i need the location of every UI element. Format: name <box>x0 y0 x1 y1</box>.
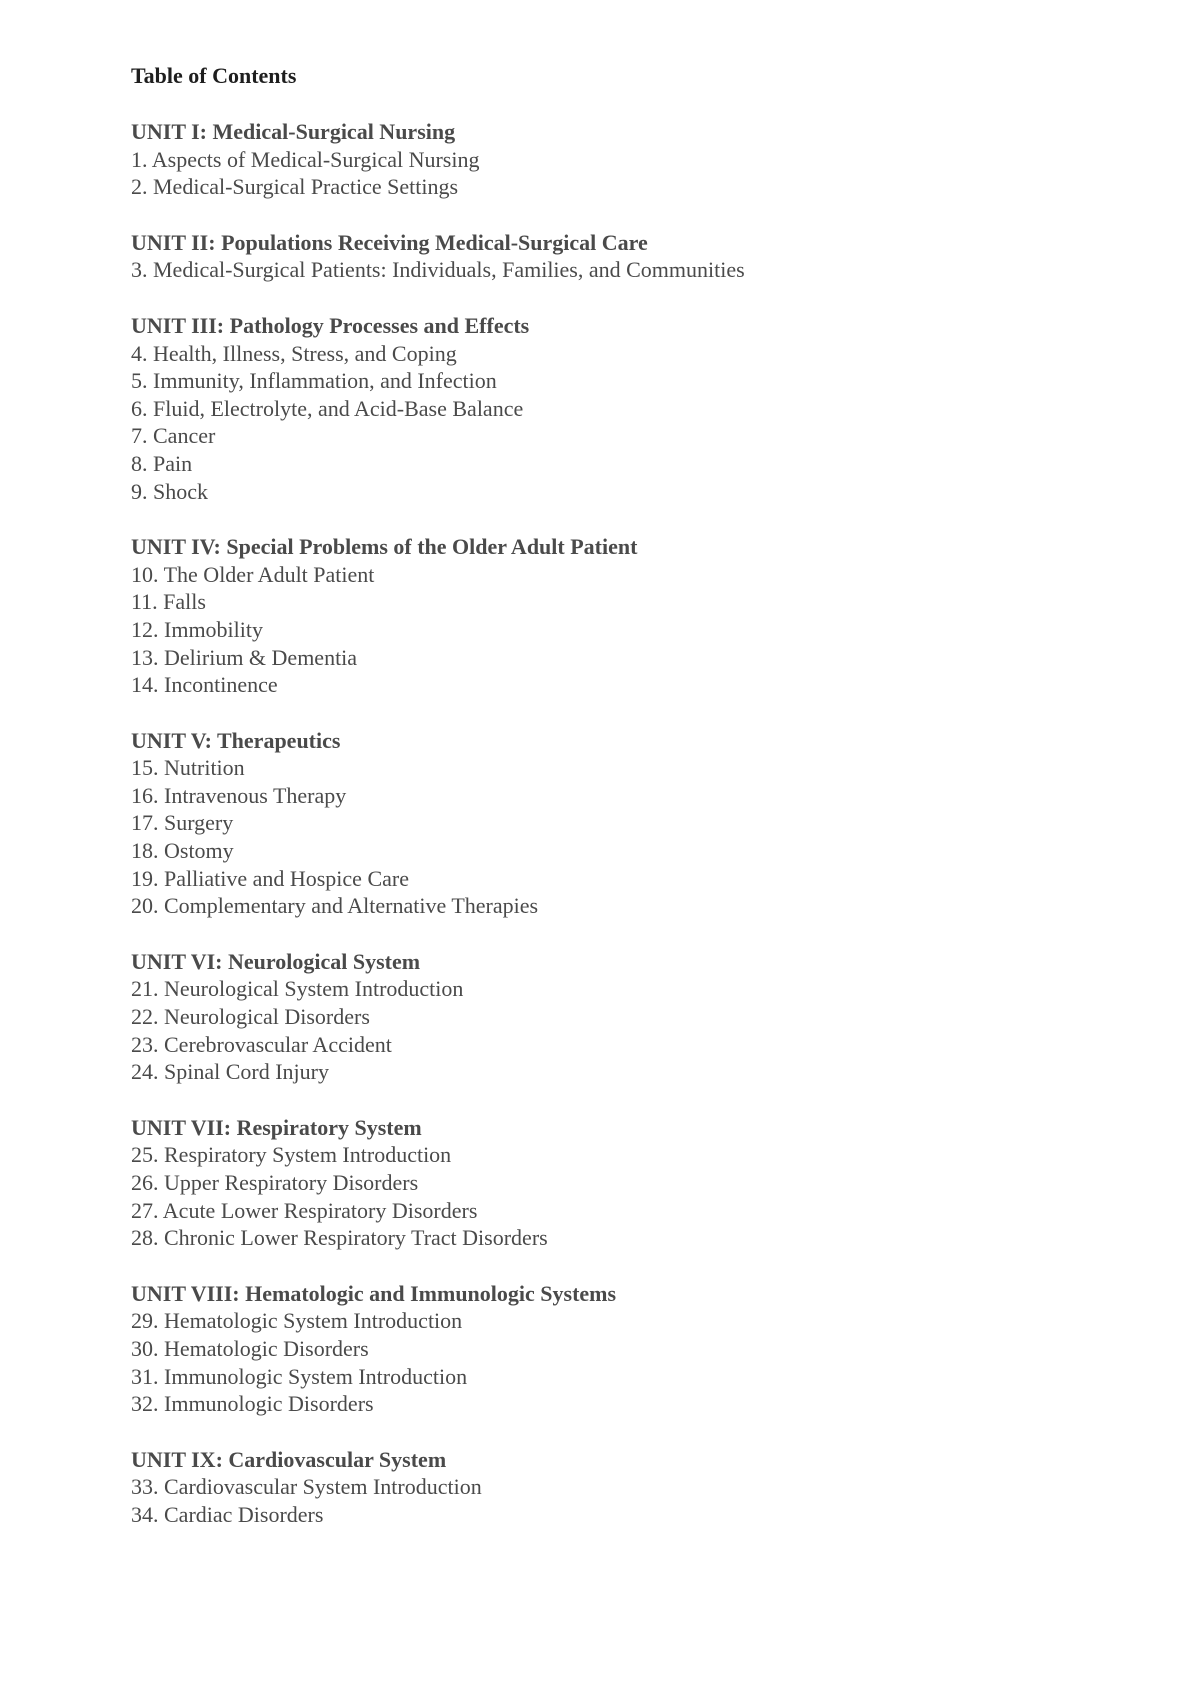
unit-heading: UNIT II: Populations Receiving Medical-Surgical Care <box>131 229 648 255</box>
chapter-entry: 13. Delirium & Dementia <box>131 644 358 670</box>
unit-heading: UNIT IV: Special Problems of the Older Adult Patient <box>131 534 638 560</box>
chapter-entry: 6. Fluid, Electrolyte, and Acid-Base Balance <box>131 395 524 421</box>
chapter-entry: 14. Incontinence <box>131 672 278 698</box>
toc-unit <box>131 1114 1111 1252</box>
chapter-entry: 7. Cancer <box>131 423 216 449</box>
toc-unit <box>131 229 1111 284</box>
chapter-entry: 32. Immunologic Disorders <box>131 1391 374 1417</box>
chapter-entry: 15. Nutrition <box>131 755 245 781</box>
toc-unit <box>131 533 1111 699</box>
toc-unit <box>131 118 1111 201</box>
chapter-entry: 3. Medical-Surgical Patients: Individuals, Families, and Communities <box>131 257 745 283</box>
chapter-entry: 9. Shock <box>131 478 208 504</box>
chapter-entry: 19. Palliative and Hospice Care <box>131 865 409 891</box>
unit-heading: UNIT V: Therapeutics <box>131 727 341 753</box>
unit-heading: UNIT IX: Cardiovascular System <box>131 1446 447 1472</box>
chapter-entry: 18. Ostomy <box>131 838 234 864</box>
toc-unit <box>131 312 1111 505</box>
chapter-entry: 5. Immunity, Inflammation, and Infection <box>131 368 497 394</box>
chapter-entry: 12. Immobility <box>131 616 263 642</box>
chapter-entry: 2. Medical-Surgical Practice Settings <box>131 174 459 200</box>
chapter-entry: 27. Acute Lower Respiratory Disorders <box>131 1197 478 1223</box>
chapter-entry: 24. Spinal Cord Injury <box>131 1059 329 1085</box>
unit-heading: UNIT VII: Respiratory System <box>131 1114 422 1140</box>
chapter-entry: 26. Upper Respiratory Disorders <box>131 1170 419 1195</box>
chapter-entry: 30. Hematologic Disorders <box>131 1335 369 1361</box>
chapter-entry: 28. Chronic Lower Respiratory Tract Disorders <box>131 1225 548 1251</box>
unit-heading: UNIT VI: Neurological System <box>131 948 421 974</box>
chapter-entry: 20. Complementary and Alternative Therapies <box>131 893 539 919</box>
unit-heading: UNIT I: Medical-Surgical Nursing <box>131 119 456 144</box>
chapter-entry: 21. Neurological System Introduction <box>131 976 464 1002</box>
chapter-entry: 29. Hematologic System Introduction <box>131 1308 463 1334</box>
toc-units <box>131 118 1111 1529</box>
toc-unit <box>131 1280 1111 1418</box>
chapter-entry: 17. Surgery <box>131 810 234 836</box>
chapter-entry: 11. Falls <box>131 589 206 615</box>
chapter-entry: 22. Neurological Disorders <box>131 1004 370 1030</box>
chapter-entry: 16. Intravenous Therapy <box>131 782 347 808</box>
toc-unit <box>131 948 1111 1086</box>
chapter-entry: 23. Cerebrovascular Accident <box>131 1031 392 1057</box>
toc-unit <box>131 1446 1111 1529</box>
chapter-entry: 25. Respiratory System Introduction <box>131 1142 452 1168</box>
toc-unit <box>131 727 1111 920</box>
chapter-entry: 10. The Older Adult Patient <box>131 561 375 587</box>
unit-heading: UNIT VIII: Hematologic and Immunologic Systems <box>131 1280 617 1306</box>
chapter-entry: 4. Health, Illness, Stress, and Coping <box>131 340 457 366</box>
chapter-entry: 8. Pain <box>131 450 193 476</box>
chapter-entry: 33. Cardiovascular System Introduction <box>131 1474 482 1500</box>
chapter-entry: 31. Immunologic System Introduction <box>131 1363 468 1389</box>
unit-heading: UNIT III: Pathology Processes and Effects <box>131 312 530 338</box>
chapter-entry: 1. Aspects of Medical-Surgical Nursing <box>131 146 480 172</box>
document-page <box>131 62 1111 1557</box>
chapter-entry: 34. Cardiac Disorders <box>131 1501 324 1527</box>
page-title: Table of Contents <box>131 63 297 88</box>
